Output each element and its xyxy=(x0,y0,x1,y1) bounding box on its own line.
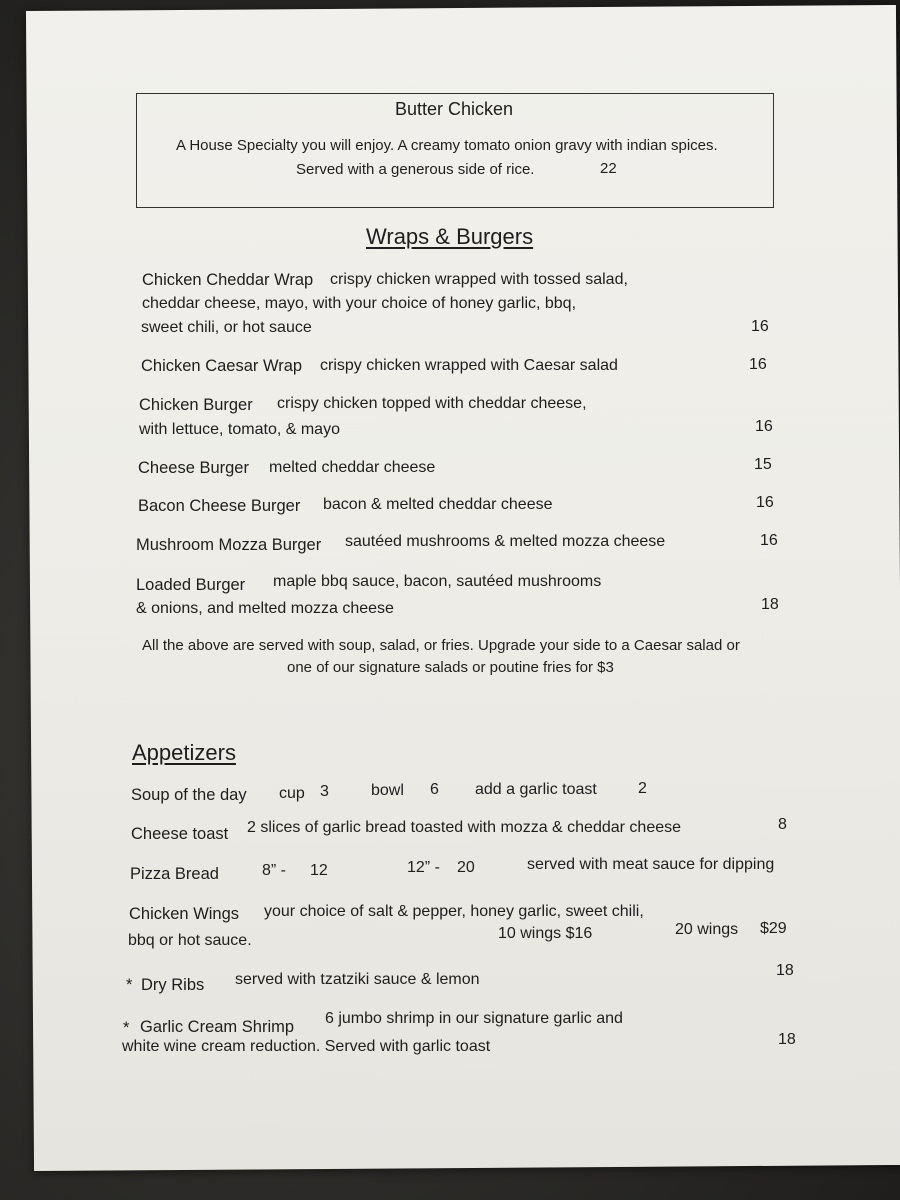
item-price: 18 xyxy=(761,596,779,613)
item-price: 18 xyxy=(778,1031,796,1048)
item-name: Chicken Cheddar Wrap xyxy=(142,271,314,289)
item-price: 16 xyxy=(749,356,767,373)
item-desc: white wine cream reduction. Served with garlic toast xyxy=(122,1038,491,1055)
item-name: Bacon Cheese Burger xyxy=(138,497,301,515)
item-price: 15 xyxy=(754,456,772,473)
soup-bowl-price: 6 xyxy=(430,781,439,798)
item-price: 16 xyxy=(756,494,774,511)
item-price: 18 xyxy=(776,962,794,979)
item-desc: & onions, and melted mozza cheese xyxy=(136,600,394,617)
item-desc: bbq or hot sauce. xyxy=(128,932,252,949)
sides-note-line1: All the above are served with soup, salad, or fries. Upgrade your side to a Caesar salad or xyxy=(142,637,740,654)
star-marker: * xyxy=(123,1019,130,1037)
pizza-price-2: 20 xyxy=(457,859,475,876)
wings-option-20-price: $29 xyxy=(760,920,787,937)
item-price: 16 xyxy=(760,532,778,549)
item-price: 16 xyxy=(751,318,769,335)
item-desc: crispy chicken wrapped with tossed salad, xyxy=(330,271,628,288)
item-desc: served with meat sauce for dipping xyxy=(527,856,775,873)
item-name: Loaded Burger xyxy=(136,576,246,594)
item-price: 16 xyxy=(755,418,773,435)
item-name: Garlic Cream Shrimp xyxy=(140,1018,295,1036)
soup-bowl-label: bowl xyxy=(371,782,404,799)
soup-toast-price: 2 xyxy=(638,780,647,797)
item-name: Dry Ribs xyxy=(141,976,205,994)
item-name: Cheese Burger xyxy=(138,459,249,477)
item-desc: crispy chicken topped with cheddar cheese, xyxy=(277,395,587,412)
wings-option-10: 10 wings $16 xyxy=(498,925,593,942)
item-desc: with lettuce, tomato, & mayo xyxy=(139,421,340,438)
pizza-price-1: 12 xyxy=(310,862,328,879)
item-desc: bacon & melted cheddar cheese xyxy=(323,496,553,513)
item-name: Chicken Wings xyxy=(129,905,240,923)
soup-cup-price: 3 xyxy=(320,783,329,800)
soup-toast-label: add a garlic toast xyxy=(475,781,597,798)
item-desc: 6 jumbo shrimp in our signature garlic and xyxy=(325,1010,623,1027)
item-name: Chicken Burger xyxy=(139,396,253,414)
special-title: Butter Chicken xyxy=(395,99,514,119)
section-title-appetizers: Appetizers xyxy=(132,740,236,765)
item-desc: sweet chili, or hot sauce xyxy=(141,319,312,336)
item-desc: sautéed mushrooms & melted mozza cheese xyxy=(345,533,666,550)
item-desc: maple bbq sauce, bacon, sautéed mushrooms xyxy=(273,573,602,590)
soup-cup-label: cup xyxy=(279,785,305,802)
pizza-size-2: 12” - xyxy=(407,859,440,876)
item-name: Mushroom Mozza Burger xyxy=(136,536,322,554)
item-name: Cheese toast xyxy=(131,825,229,843)
item-name: Chicken Caesar Wrap xyxy=(141,357,303,375)
sides-note-line2: one of our signature salads or poutine fries for $3 xyxy=(287,659,614,676)
item-desc: 2 slices of garlic bread toasted with mozza & cheddar cheese xyxy=(247,819,682,836)
item-desc: served with tzatziki sauce & lemon xyxy=(235,971,480,988)
special-price: 22 xyxy=(600,160,617,177)
item-desc: cheddar cheese, mayo, with your choice of honey garlic, bbq, xyxy=(142,295,577,312)
item-desc: your choice of salt & pepper, honey garlic, sweet chili, xyxy=(264,903,644,920)
item-name: Pizza Bread xyxy=(130,865,219,883)
wings-option-20: 20 wings xyxy=(675,921,739,938)
item-desc: melted cheddar cheese xyxy=(269,459,436,476)
item-price: 8 xyxy=(778,816,787,833)
section-title-wraps: Wraps & Burgers xyxy=(366,224,534,249)
pizza-size-1: 8” - xyxy=(262,862,286,879)
item-desc: crispy chicken wrapped with Caesar salad xyxy=(320,357,618,374)
special-desc-line1: A House Specialty you will enjoy. A creamy tomato onion gravy with indian spices. xyxy=(176,137,718,154)
special-desc-line2: Served with a generous side of rice. xyxy=(296,161,535,178)
star-marker: * xyxy=(126,976,133,994)
item-name: Soup of the day xyxy=(131,786,247,804)
